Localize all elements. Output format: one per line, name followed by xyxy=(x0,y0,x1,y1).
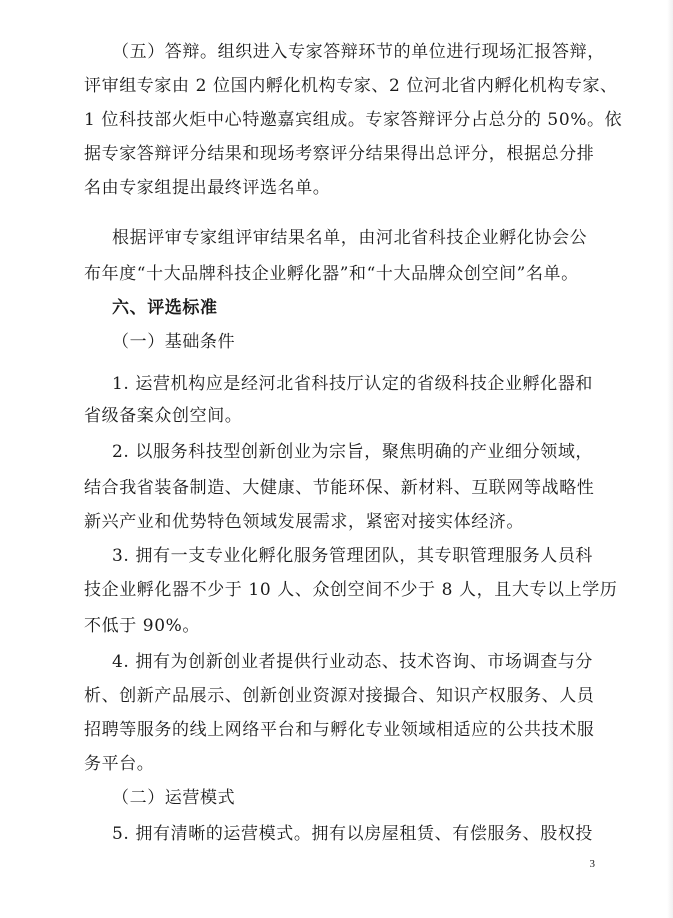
paragraph-defense-line-4: 据专家答辩评分结果和现场考察评分结果得出总评分，根据总分排 xyxy=(84,144,595,164)
subsection-heading-basic-conditions: （一）基础条件 xyxy=(112,332,236,352)
paragraph-defense-line-3: 1 位科技部火炬中心特邀嘉宾组成。专家答辩评分占总分的 50%。依 xyxy=(84,110,623,130)
paragraph-defense-line-5: 名由专家组提出最终评选名单。 xyxy=(84,178,331,198)
item-3-line-1: 3. 拥有一支专业化孵化服务管理团队，其专职管理服务人员科 xyxy=(112,546,594,566)
item-4-line-1: 4. 拥有为创新创业者提供行业动态、技术咨询、市场调查与分 xyxy=(112,652,594,672)
item-1-line-2: 省级备案众创空间。 xyxy=(84,406,243,426)
item-1-line-1: 1. 运营机构应是经河北省科技厅认定的省级科技企业孵化器和 xyxy=(112,374,594,394)
section-heading-criteria: 六、评选标准 xyxy=(112,298,218,318)
paragraph-announce-line-2: 布年度“十大品牌科技企业孵化器”和“十大品牌众创空间”名单。 xyxy=(84,264,579,284)
page-edge-shadow xyxy=(667,0,673,918)
paragraph-defense-line-1: （五）答辩。组织进入专家答辩环节的单位进行现场汇报答辩， xyxy=(112,42,605,62)
subsection-heading-operation-mode: （二）运营模式 xyxy=(112,788,236,808)
item-4-line-2: 析、创新产品展示、创新创业资源对接撮合、知识产权服务、人员 xyxy=(84,686,595,706)
paragraph-defense-line-2: 评审组专家由 2 位国内孵化机构专家、2 位河北省内孵化机构专家、 xyxy=(84,76,618,96)
item-2-line-1: 2. 以服务科技型创新创业为宗旨，聚焦明确的产业细分领域， xyxy=(112,442,594,462)
item-4-line-3: 招聘等服务的线上网络平台和与孵化专业领域相适应的公共技术服 xyxy=(84,720,595,740)
item-2-line-2: 结合我省装备制造、大健康、节能环保、新材料、互联网等战略性 xyxy=(84,478,595,498)
item-4-line-4: 务平台。 xyxy=(84,754,155,774)
item-2-line-3: 新兴产业和优势特色领域发展需求，紧密对接实体经济。 xyxy=(84,512,524,532)
item-3-line-2: 技企业孵化器不少于 10 人、众创空间不少于 8 人，且大专以上学历 xyxy=(84,580,618,600)
page-number: 3 xyxy=(589,858,595,870)
paragraph-announce-line-1: 根据评审专家组评审结果名单，由河北省科技企业孵化协会公 xyxy=(112,228,588,248)
item-5-line-1: 5. 拥有清晰的运营模式。拥有以房屋租赁、有偿服务、股权投 xyxy=(112,824,594,844)
item-3-line-3: 不低于 90%。 xyxy=(84,616,200,636)
